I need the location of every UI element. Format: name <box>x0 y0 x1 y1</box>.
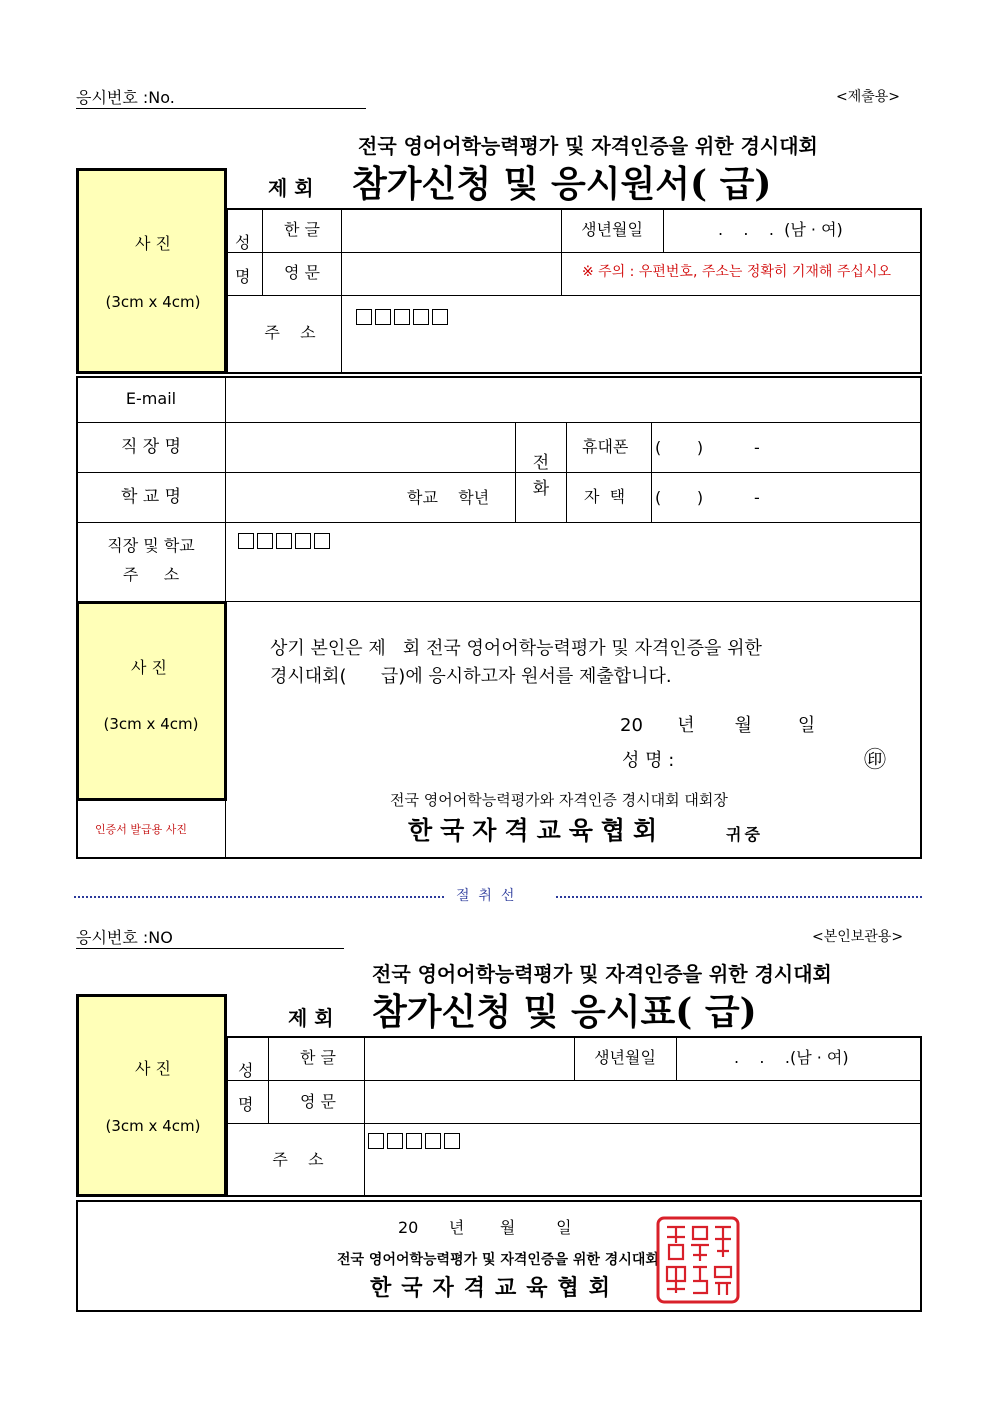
certificate-photo-caption: 인증서 발급용 사진 <box>94 823 188 836</box>
photo-box[interactable] <box>76 168 227 374</box>
ticket-title: 참가신청 및 응시표( 급) <box>372 991 757 1033</box>
row-divider <box>226 1080 922 1081</box>
exam-number-label-bottom: 응시번호 :NO <box>76 928 173 947</box>
certificate-photo-box[interactable] <box>76 601 227 801</box>
birth-date-field[interactable]: . . . (남 · 여) <box>718 220 843 239</box>
exam-number-underline-bottom <box>76 948 344 949</box>
workplace-field[interactable] <box>227 424 513 471</box>
address-label: 주 소 <box>272 1150 324 1169</box>
phone-label: 전 화 <box>532 453 550 499</box>
col-divider <box>268 1036 269 1123</box>
cut-line-label: 절 취 선 <box>456 888 515 904</box>
mobile-field[interactable]: ( ) - <box>655 438 760 457</box>
address-label: 주 소 <box>264 323 316 342</box>
organizer-label: 전국 영어어학능력평가와 자격인증 경시대회 대회장 <box>390 791 728 809</box>
school-label: 학 교 명 <box>120 487 182 507</box>
home-phone-field[interactable]: ( ) - <box>655 488 760 507</box>
form-title: 참가신청 및 응시원서( 급) <box>352 163 772 205</box>
col-divider <box>566 422 567 522</box>
ticket-date: 20 년 월 일 <box>398 1218 572 1237</box>
mobile-label: 휴대폰 <box>582 437 629 456</box>
work-postal-code-boxes[interactable] <box>238 530 333 549</box>
email-label: E-mail <box>125 389 177 408</box>
row-divider <box>76 472 922 473</box>
ticket-round-label: 제 회 <box>288 1006 334 1030</box>
declaration-line-2: 경시대회( 급)에 응시하고자 원서를 제출합니다. <box>270 666 672 687</box>
email-field[interactable] <box>227 378 920 421</box>
postal-code-boxes[interactable] <box>356 306 451 325</box>
col-divider <box>676 1036 677 1080</box>
col-divider <box>651 422 652 522</box>
row-divider <box>226 295 922 296</box>
association-name: 한국자격교육협회 <box>408 816 666 845</box>
korean-name-field[interactable] <box>343 210 559 250</box>
col-divider <box>515 422 516 522</box>
copy-type-label: <제출용> <box>836 89 901 105</box>
col-divider <box>364 1036 365 1197</box>
ticket-photo-box[interactable] <box>76 994 227 1197</box>
cut-line-left <box>74 896 444 898</box>
address-notice: ※ 주의 : 우편번호, 주소는 정확히 기재해 주십시오 <box>582 264 892 280</box>
signature-label: 성 명 : <box>622 750 675 771</box>
round-label: 제 회 <box>268 176 314 200</box>
exam-number-label: 응시번호 :No. <box>76 88 175 107</box>
copy-type-label-bottom: <본인보관용> <box>812 929 904 945</box>
birth-date-field[interactable]: . . .(남 · 여) <box>734 1048 849 1067</box>
postal-code-boxes[interactable] <box>368 1130 463 1149</box>
photo-label: 사 진 <box>135 234 171 253</box>
school-grade-field[interactable]: 학교 학년 <box>407 488 490 507</box>
row-divider <box>76 522 922 523</box>
photo-size: (3cm x 4cm) <box>105 1117 201 1135</box>
honorific-label: 귀중 <box>726 825 763 844</box>
birth-date-label: 생년월일 <box>594 1048 656 1067</box>
korean-name-field[interactable] <box>366 1038 572 1078</box>
ticket-subtitle: 전국 영어어학능력평가 및 자격인증을 위한 경시대회 <box>372 962 832 986</box>
form-subtitle: 전국 영어어학능력평가 및 자격인증을 위한 경시대회 <box>358 134 818 158</box>
photo-size: (3cm x 4cm) <box>105 293 201 311</box>
row-divider <box>226 1123 922 1124</box>
col-divider <box>561 208 562 295</box>
exam-number-underline <box>76 108 366 109</box>
english-name-label: 영 문 <box>284 263 320 282</box>
work-address-label-2: 주 소 <box>122 565 180 584</box>
ticket-organizer: 전국 영어어학능력평가 및 자격인증을 위한 경시대회 <box>337 1252 659 1268</box>
col-divider <box>574 1036 575 1080</box>
col-divider <box>663 208 664 252</box>
official-seal-icon <box>655 1215 741 1305</box>
row-divider <box>226 252 922 253</box>
workplace-label: 직 장 명 <box>120 437 182 457</box>
photo-size: (3cm x 4cm) <box>103 715 199 733</box>
seal-mark-icon[interactable]: ㊞ <box>864 748 887 773</box>
english-name-field[interactable] <box>366 1082 920 1122</box>
row-divider <box>76 422 922 423</box>
work-address-label: 직장 및 학교 <box>107 536 195 555</box>
col-divider <box>341 208 342 374</box>
cut-line-right <box>556 896 922 898</box>
photo-label: 사 진 <box>131 658 167 677</box>
english-name-field[interactable] <box>343 254 559 294</box>
col-divider <box>262 208 263 295</box>
declaration-date: 20 년 월 일 <box>620 715 816 736</box>
ticket-association-name: 한국자격교육협회 <box>370 1275 621 1301</box>
english-name-label: 영 문 <box>300 1092 336 1111</box>
name-label: 성 명 <box>238 1061 254 1114</box>
korean-name-label: 한 글 <box>284 220 320 239</box>
birth-date-label: 생년월일 <box>581 220 643 239</box>
home-phone-label: 자 택 <box>584 487 626 506</box>
photo-label: 사 진 <box>135 1059 171 1078</box>
korean-name-label: 한 글 <box>300 1048 336 1067</box>
declaration-line-1: 상기 본인은 제 회 전국 영어어학능력평가 및 자격인증을 위한 <box>270 638 762 659</box>
name-label: 성 명 <box>235 233 251 286</box>
